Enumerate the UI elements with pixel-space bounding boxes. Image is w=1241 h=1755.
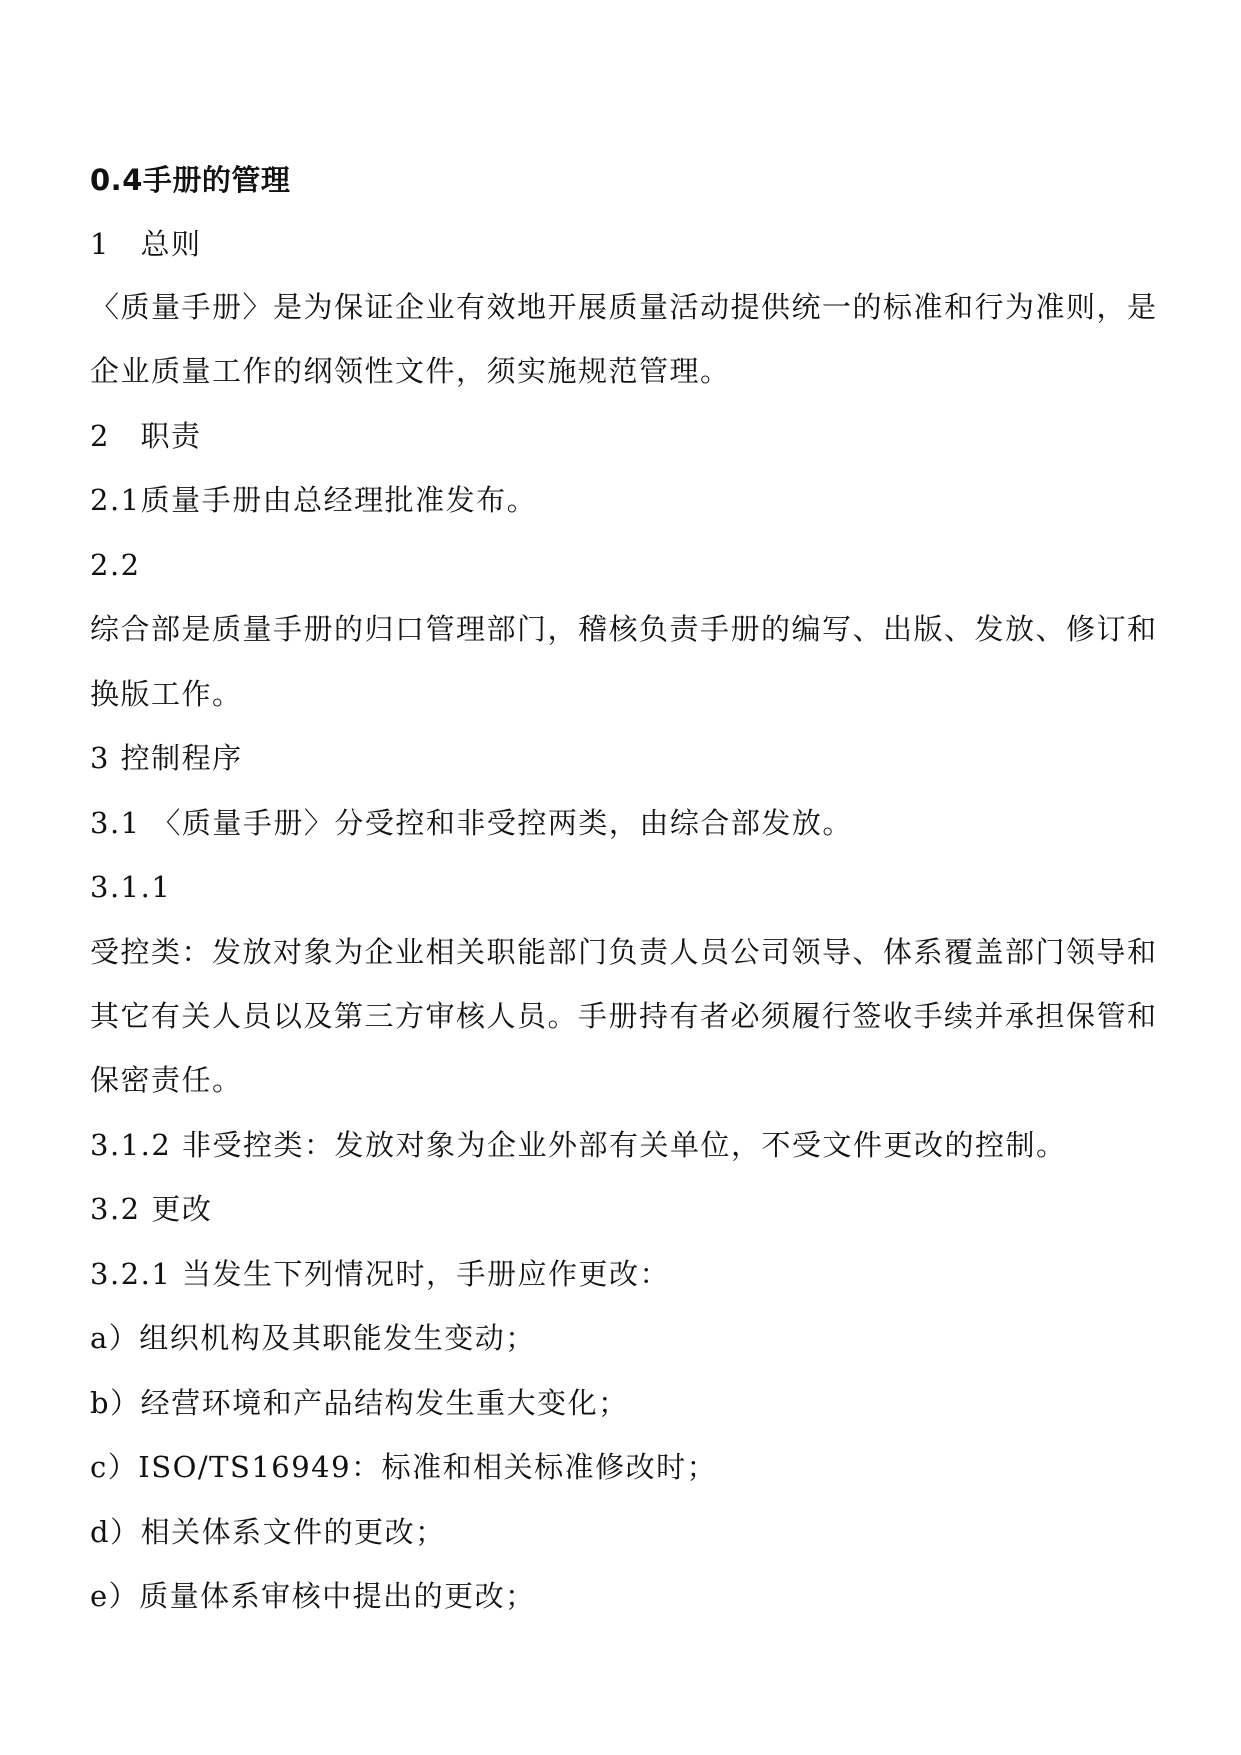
text-line-change-heading: 3.2 更改 [90,1192,213,1226]
text-line: 换版工作。 [90,677,243,711]
text-line: 受控类：发放对象为企业相关职能部门负责人员公司领导、体系覆盖部门领导和 [90,935,1158,969]
text-line: 〈质量手册〉是为保证企业有效地开展质量活动提供统一的标准和行为准则，是 [90,290,1158,324]
text-line: 3.1.1 [90,870,172,904]
text-line-control-heading: 3 控制程序 [90,741,243,775]
list-item: c）ISO/TS16949：标准和相关标准修改时； [90,1450,718,1484]
list-item: d）相关体系文件的更改； [90,1515,446,1549]
text-line: 其它有关人员以及第三方审核人员。手册持有者必须履行签收手续并承担保管和 [90,999,1158,1033]
text-line: 3.1.2 非受控类：发放对象为企业外部有关单位，不受文件更改的控制。 [90,1128,1067,1162]
text-line: 2.2 [90,548,141,582]
text-line-duties-heading: 2 职责 [90,419,202,453]
list-item: a）组织机构及其职能发生变动； [90,1321,536,1355]
text-line: 保密责任。 [90,1063,243,1097]
text-line-general-heading: 1 总则 [90,227,202,261]
text-line: 2.1质量手册由总经理批准发布。 [90,483,538,517]
text-line: 3.1 〈质量手册〉分受控和非受控两类，由综合部发放。 [90,806,853,840]
text-line: 企业质量工作的纲领性文件，须实施规范管理。 [90,354,731,388]
section-title: 0.4手册的管理 [90,163,291,197]
text-line: 综合部是质量手册的归口管理部门，稽核负责手册的编写、出版、发放、修订和 [90,612,1158,646]
list-item: b）经营环境和产品结构发生重大变化； [90,1386,629,1420]
text-line: 3.2.1 当发生下列情况时，手册应作更改： [90,1257,671,1291]
list-item: e）质量体系审核中提出的更改； [90,1579,536,1613]
